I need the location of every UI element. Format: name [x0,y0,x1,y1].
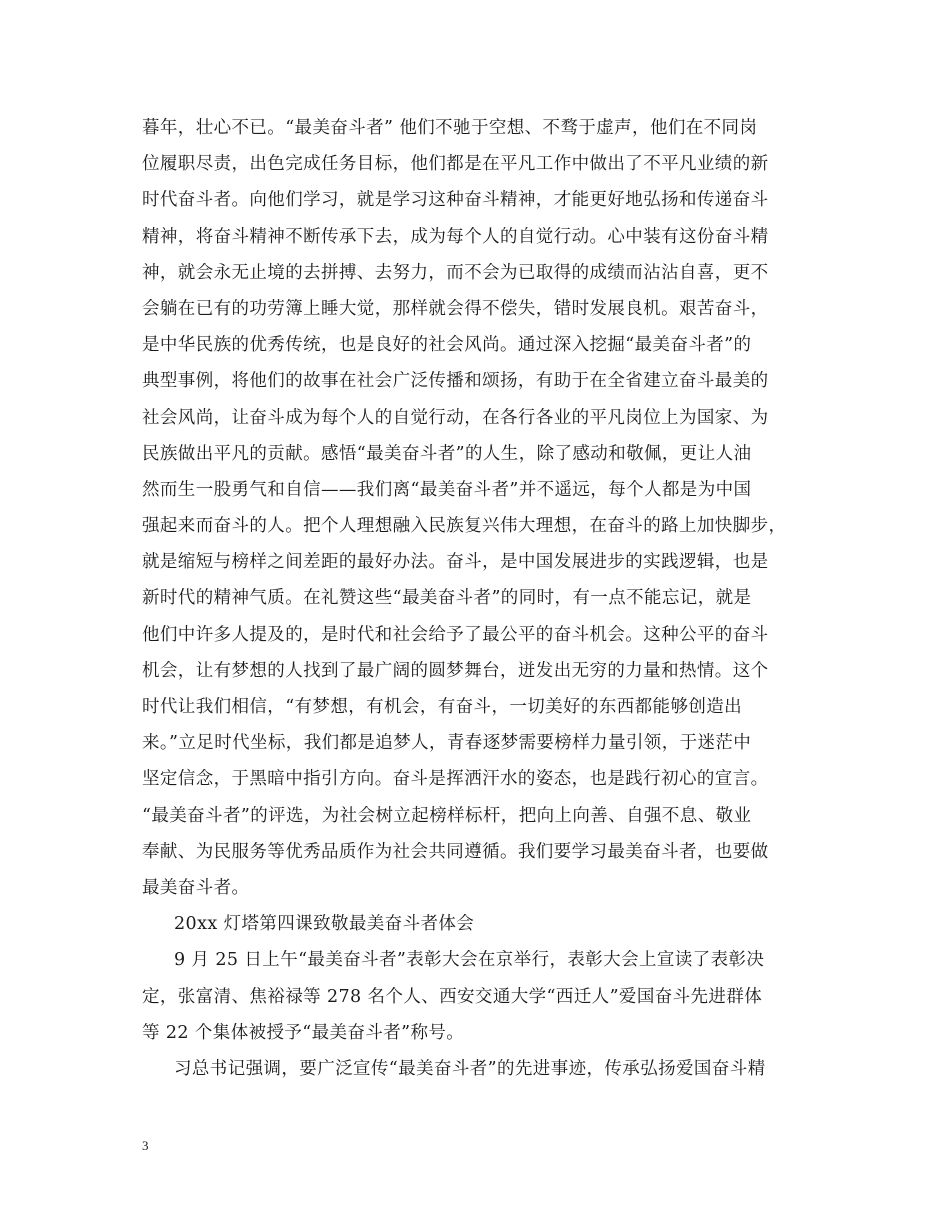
body-text [142,110,822,1087]
text-line: 民族做出平凡的贡献。感悟“最美奋斗者”的人生，除了感动和敬佩，更让人油 [142,443,752,464]
text-line: 坚定信念，于黑暗中指引方向。奋斗是挥洒汗水的姿态，也是践行初心的宣言。 [142,769,769,790]
text-line: 然而生一股勇气和自信——我们离“最美奋斗者”并不遥远，每个人都是为中国 [142,479,752,500]
text-line: 20xx 灯塔第四课致敬最美奋斗者体会 [174,914,475,935]
text-line: 位履职尽责，出色完成任务目标，他们都是在平凡工作中做出了不平凡业绩的新 [142,154,769,175]
text-line: 会躺在已有的功劳簿上睡大觉，那样就会得不偿失，错时发展良机。艰苦奋斗， [142,298,769,319]
text-line: 新时代的精神气质。在礼赞这些“最美奋斗者”的同时，有一点不能忘记，就是 [142,588,752,609]
text-line: 神，就会永无止境的去拼搏、去努力，而不会为已取得的成绩而沾沾自喜，更不 [142,262,769,283]
text-line: 就是缩短与榜样之间差距的最好办法。奋斗，是中国发展进步的实践逻辑，也是 [142,552,769,573]
text-line: 社会风尚，让奋斗成为每个人的自觉行动，在各行各业的平凡岗位上为国家、为 [142,407,769,428]
text-line: 他们中许多人提及的，是时代和社会给予了最公平的奋斗机会。这种公平的奋斗 [142,624,769,645]
text-line: 定，张富清、焦裕禄等 278 名个人、西安交通大学“西迁人”爱国奋斗先进群体 [142,986,763,1007]
text-line: 奉献、为民服务等优秀品质作为社会共同遵循。我们要学习最美奋斗者，也要做 [142,841,769,862]
text-line: 强起来而奋斗的人。把个人理想融入民族复兴伟大理想，在奋斗的路上加快脚步， [142,516,787,537]
text-line: 时代让我们相信，“有梦想，有机会，有奋斗，一切美好的东西都能够创造出 [142,697,743,717]
text-line: 9 月 25 日上午“最美奋斗者”表彰大会在京举行，表彰大会上宣读了表彰决 [174,950,765,971]
text-line: 来。”立足时代坐标，我们都是追梦人，青春逐梦需要榜样力量引领，于迷茫中 [142,733,752,754]
text-line: 精神，将奋斗精神不断传承下去，成为每个人的自觉行动。心中装有这份奋斗精 [142,226,769,247]
text-line: 典型事例，将他们的故事在社会广泛传播和颂扬，有助于在全省建立奋斗最美的 [142,371,769,392]
text-line: 时代奋斗者。向他们学习，就是学习这种奋斗精神，才能更好地弘扬和传递奋斗 [142,190,769,211]
page-number: 3 [142,1138,149,1153]
text-line: “最美奋斗者”的评选，为社会树立起榜样标杆，把向上向善、自强不息、敬业 [142,805,752,826]
text-line: 最美奋斗者。 [142,877,250,898]
text-line: 是中华民族的优秀传统，也是良好的社会风尚。通过深入挖掘“最美奋斗者”的 [142,335,752,356]
text-line: 机会，让有梦想的人找到了最广阔的圆梦舞台，迸发出无穷的力量和热情。这个 [142,660,769,681]
text-line: 等 22 个集体被授予“最美奋斗者”称号。 [142,1022,465,1043]
text-line: 习总书记强调，要广泛宣传“最美奋斗者”的先进事迹，传承弘扬爱国奋斗精 [174,1058,766,1079]
text-line: 暮年，壮心不已。“最美奋斗者” 他们不驰于空想、不骛于虚声，他们在不同岗 [142,118,758,138]
